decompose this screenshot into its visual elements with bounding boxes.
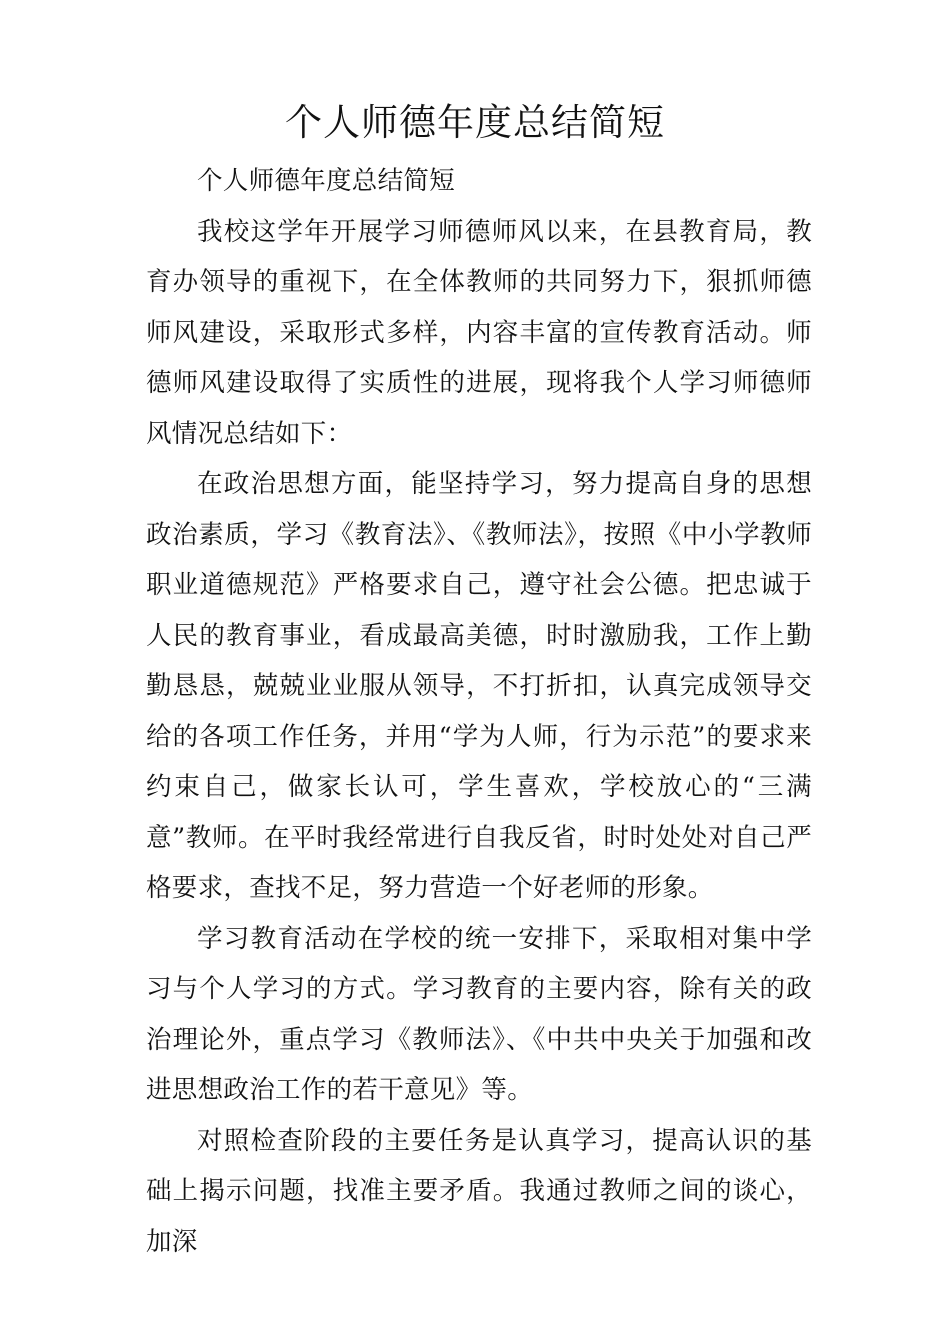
paragraph-intro: 我校这学年开展学习师德师风以来，在县教育局，教育办领导的重视下，在全体教师的共同努力下，狠抓师德师风建设，采取形式多样，内容丰富的宣传教育活动。师德师风建设取得了实质性的进展，现将我个人学习师德师风情况总结如下： xyxy=(146,216,812,449)
paragraph-political-thought: 在政治思想方面，能坚持学习，努力提高自身的思想政治素质，学习《教育法》、《教师法》，按照《中小学教师职业道德规范》严格要求自己，遵守社会公德。把忠诚于人民的教育事业，看成最高美德，时时激励我，工作上勤勤恳恳，兢兢业业服从领导，不打折扣，认真完成领导交给的各项工作任务，并用“学为人师，行为示范”的要求来约束自己，做家长认可，学生喜欢，学校放心的“三满意”教师。在平时我经常进行自我反省，时时处处对自己严格要求，查找不足，努力营造一个好老师的形象。 xyxy=(146,469,812,903)
paragraph-subtitle: 个人师德年度总结简短 xyxy=(197,166,456,196)
document-body xyxy=(146,156,812,1267)
paragraph-study-activity: 学习教育活动在学校的统一安排下，采取相对集中学习与个人学习的方式。学习教育的主要内容，除有关的政治理论外，重点学习《教师法》、《中共中央关于加强和改进思想政治工作的若干意见》等。 xyxy=(146,923,812,1105)
paragraph-self-check: 对照检查阶段的主要任务是认真学习，提高认识的基础上揭示问题，找准主要矛盾。我通过教师之间的谈心，加深 xyxy=(146,1125,812,1257)
document-title: 个人师德年度总结简短 xyxy=(285,101,665,144)
